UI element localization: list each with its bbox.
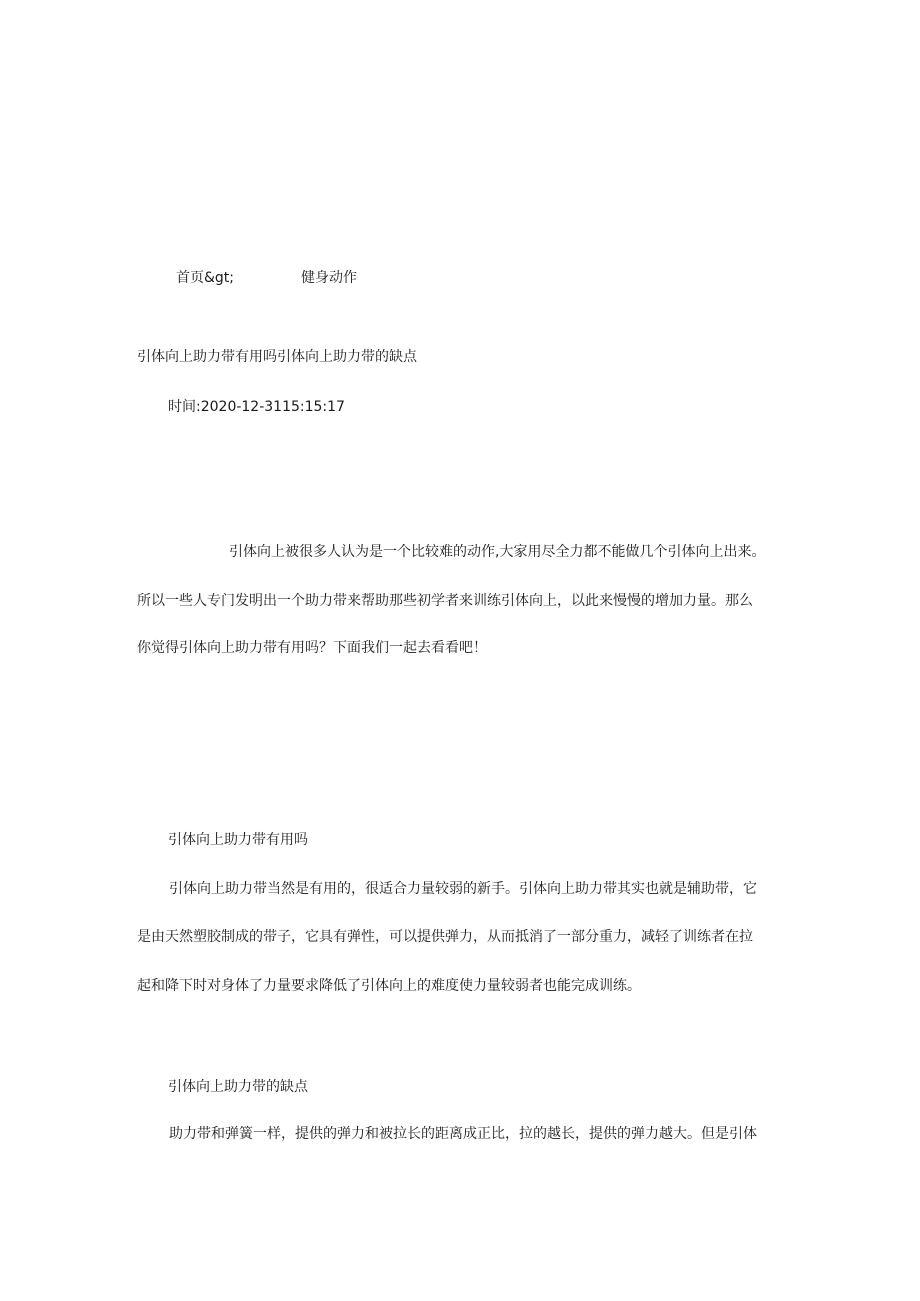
section-heading-drawbacks: 引体向上助力带的缺点 xyxy=(168,1079,308,1095)
section-useful-line: 引体向上助力带当然是有用的，很适合力量较弱的新手。引体向上助力带其实也就是辅助带，它 xyxy=(169,881,757,897)
intro-line: 你觉得引体向上助力带有用吗？下面我们一起去看看吧！ xyxy=(137,640,487,656)
section-drawbacks-line: 助力带和弹簧一样，提供的弹力和被拉长的距离成正比，拉的越长，提供的弹力越大。但是引体 xyxy=(169,1126,757,1142)
breadcrumb-home-link[interactable]: 首页&gt; xyxy=(176,270,235,286)
breadcrumb-category-link[interactable]: 健身动作 xyxy=(301,270,357,286)
intro-line: 引体向上被很多人认为是一个比较难的动作,大家用尽全力都不能做几个引体向上出来。 xyxy=(229,544,766,560)
article-timestamp: 时间:2020-12-3115:15:17 xyxy=(168,399,345,415)
section-useful-line: 起和降下时对身体了力量要求降低了引体向上的难度使力量较弱者也能完成训练。 xyxy=(137,978,641,994)
section-useful-line: 是由天然塑胶制成的带子，它具有弹性，可以提供弹力，从而抵消了一部分重力，减轻了训练者在拉 xyxy=(137,929,753,945)
article-title: 引体向上助力带有用吗引体向上助力带的缺点 xyxy=(137,349,417,365)
section-heading-useful: 引体向上助力带有用吗 xyxy=(168,832,308,848)
intro-line: 所以一些人专门发明出一个助力带来帮助那些初学者来训练引体向上，以此来慢慢的增加力量。那么 xyxy=(137,593,753,609)
